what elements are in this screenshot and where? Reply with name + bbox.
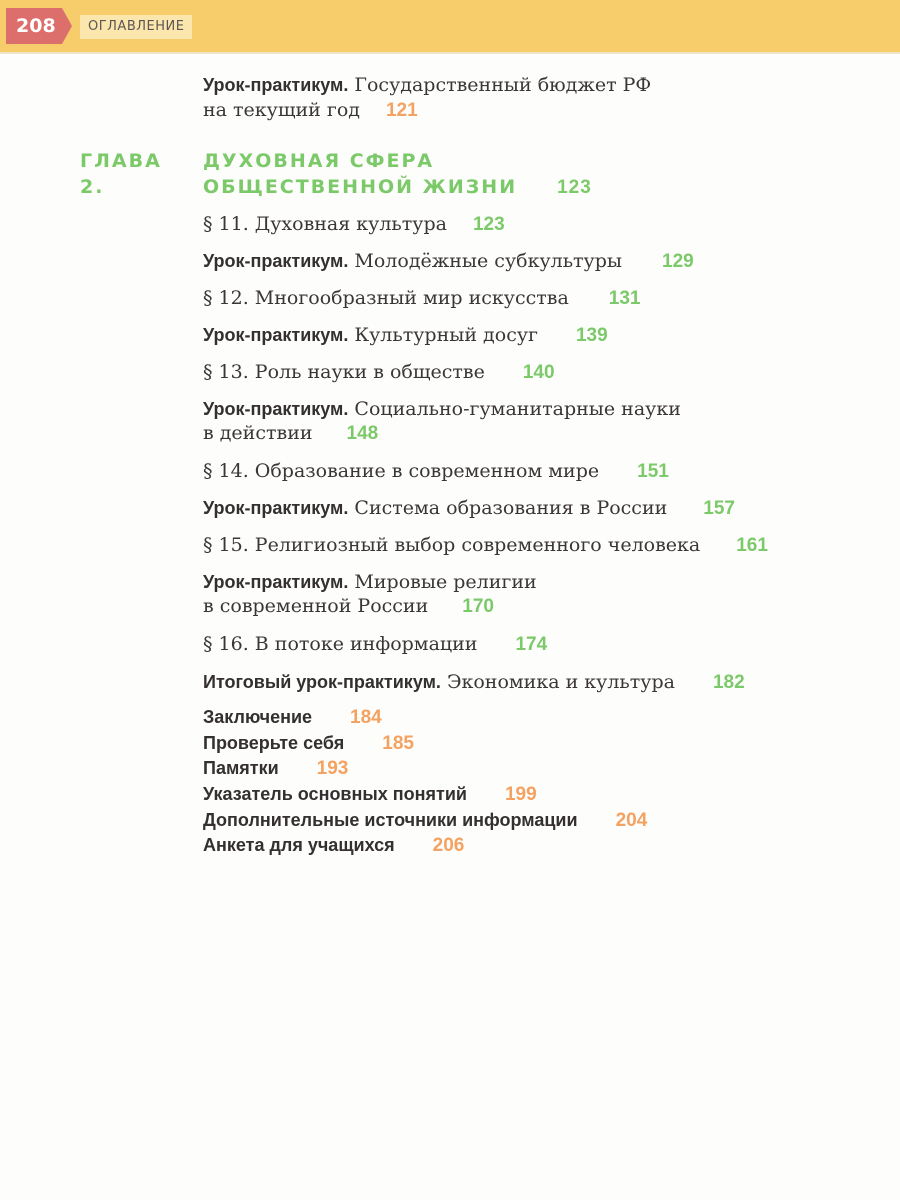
back-matter-entry[interactable] [203, 833, 464, 858]
entry-page: 121 [385, 100, 418, 121]
entry-title: Экономика и культура [440, 671, 675, 693]
entry-type: Урок-практикум. [203, 75, 349, 95]
back-matter-entry[interactable] [203, 705, 382, 730]
toc-entry-cont[interactable] [203, 421, 378, 446]
entry-title: Дополнительные источники информации [203, 810, 578, 830]
entry-type: Урок-практикум. [203, 572, 349, 592]
entry-title: Мировые религии [348, 571, 537, 593]
entry-page: 161 [736, 535, 768, 556]
toc-entry[interactable] [203, 397, 681, 421]
entry-type: Урок-практикум. [203, 325, 349, 345]
entry-page: 140 [522, 362, 555, 383]
toc-entry-budget[interactable] [203, 73, 651, 97]
entry-page: 206 [432, 835, 465, 856]
entry-page: 182 [712, 672, 745, 693]
chapter-number: ГЛАВА 2. [80, 150, 162, 198]
entry-title: Указатель основных понятий [203, 784, 467, 804]
entry-page: 157 [703, 498, 735, 519]
entry-type: Итоговый урок-практикум. [203, 672, 441, 692]
entry-page: 129 [662, 251, 694, 272]
entry-title-cont: в современной России [203, 595, 429, 617]
entry-title: Памятки [203, 758, 279, 778]
entry-title-cont: в действии [203, 422, 313, 444]
toc-entry[interactable] [203, 323, 608, 348]
entry-title: Социально-гуманитарные науки [348, 398, 681, 420]
entry-title: § 14. Образование в современном мире [203, 460, 600, 482]
toc-entry[interactable] [203, 212, 505, 237]
toc-entry[interactable] [203, 533, 768, 558]
entry-page: 170 [462, 596, 494, 617]
back-matter-entry[interactable] [203, 756, 348, 781]
entry-title: Молодёжные субкультуры [348, 250, 623, 272]
toc-entry-cont[interactable] [203, 594, 494, 619]
toc-entry[interactable] [203, 286, 641, 311]
entry-title: Система образования в России [348, 497, 668, 519]
chapter-page: 123 [557, 177, 592, 198]
chapter-title-line1: ДУХОВНАЯ СФЕРА [203, 150, 435, 172]
entry-title: Государственный бюджет РФ [348, 74, 652, 96]
entry-page: 151 [637, 461, 669, 482]
toc-entry[interactable] [203, 360, 555, 385]
entry-title: § 12. Многообразный мир искусства [203, 287, 569, 309]
back-matter-entry[interactable] [203, 731, 414, 756]
entry-title: Анкета для учащихся [203, 835, 395, 855]
toc-entry[interactable] [203, 496, 735, 521]
entry-page: 204 [615, 810, 648, 831]
entry-type: Урок-практикум. [203, 399, 349, 419]
entry-title: Культурный досуг [348, 324, 538, 346]
header-divider [0, 52, 900, 54]
entry-title: § 15. Религиозный выбор современного человека [203, 534, 701, 556]
toc-entry[interactable] [203, 570, 537, 594]
entry-title-cont: на текущий год [203, 99, 360, 121]
entry-page: 184 [350, 707, 382, 728]
entry-page: 174 [515, 634, 548, 655]
page-number-badge: 208 [6, 8, 62, 44]
toc-entry[interactable] [203, 670, 745, 695]
entry-type: Урок-практикум. [203, 498, 349, 518]
back-matter-entry[interactable] [203, 808, 647, 833]
entry-page: 139 [575, 325, 608, 346]
entry-title: § 13. Роль науки в обществе [203, 361, 485, 383]
entry-page: 148 [346, 423, 379, 444]
toc-entry-budget-cont[interactable] [203, 98, 418, 123]
section-title: ОГЛАВЛЕНИЕ [80, 15, 192, 39]
entry-page: 131 [608, 288, 641, 309]
back-matter-entry[interactable] [203, 782, 537, 807]
entry-title: Проверьте себя [203, 733, 345, 753]
entry-page: 185 [382, 733, 414, 754]
entry-title: Заключение [203, 707, 313, 727]
entry-page: 193 [316, 758, 349, 779]
entry-page: 199 [504, 784, 537, 805]
entry-type: Урок-практикум. [203, 251, 349, 271]
entry-title: § 16. В потоке информации [203, 633, 478, 655]
toc-entry[interactable] [203, 249, 694, 274]
toc-entry[interactable] [203, 632, 547, 657]
chapter-title-line2: ОБЩЕСТВЕННОЙ ЖИЗНИ 123 [203, 176, 592, 198]
toc-entry[interactable] [203, 459, 669, 484]
entry-title: § 11. Духовная культура [203, 213, 447, 235]
entry-page: 123 [472, 214, 505, 235]
page-badge-arrow-icon [62, 8, 72, 44]
